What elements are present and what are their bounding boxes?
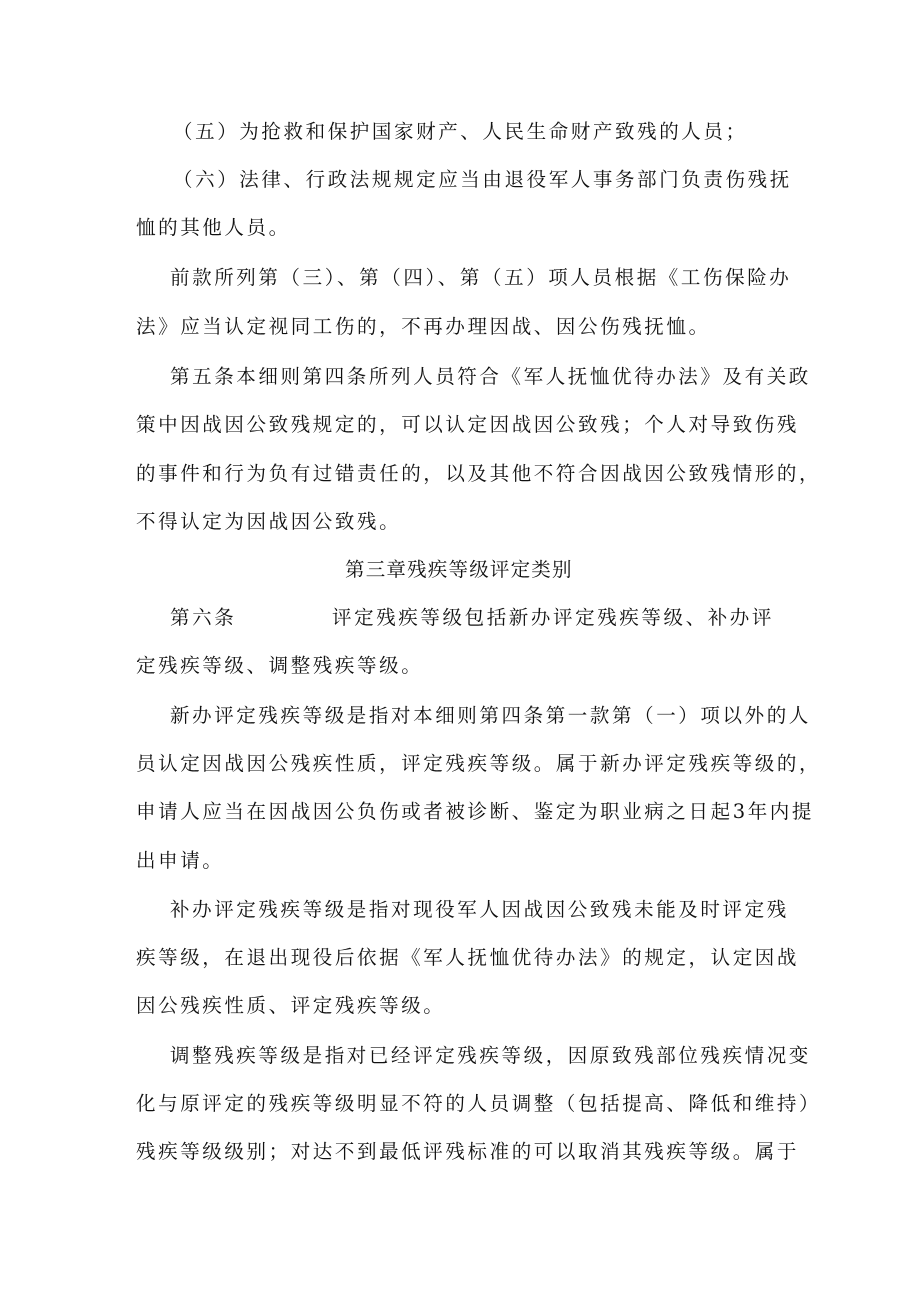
article-5-line-2: 策中因战因公致残规定的，可以认定因战因公致残；个人对导致伤残: [136, 413, 800, 436]
adjustment-line-3: 残疾等级级别；对达不到最低评残标准的可以取消其残疾等级。属于: [136, 1140, 800, 1163]
new-assessment-line-2: 员认定因战因公残疾性质，评定残疾等级。属于新办评定残疾等级的，: [136, 752, 822, 775]
item-5-line: （五）为抢救和保护国家财产、人民生命财产致残的人员；: [173, 120, 748, 143]
article-6-line-2: 定残疾等级、调整残疾等级。: [136, 654, 424, 677]
new-assessment-line-1: 新办评定残疾等级是指对本细则第四条第一款第（一）项以外的人: [170, 704, 811, 727]
new-assessment-line-3: 申请人应当在因战因公负伤或者被诊断、鉴定为职业病之日起3年内提: [136, 800, 815, 823]
article-6-line-1: [170, 606, 774, 630]
adjustment-line-1: 调整残疾等级是指对已经评定残疾等级，因原致残部位残疾情况变: [170, 1044, 811, 1067]
new-assessment-line-4: 出申请。: [136, 849, 225, 872]
article-6-text: 评定残疾等级包括新办评定残疾等级、补办评: [332, 606, 775, 629]
supplementary-assessment-line-1: 补办评定残疾等级是指对现役军人因战因公致残未能及时评定残: [170, 898, 789, 921]
paragraph-preceding-line-1: 前款所列第（三）、第（四）、第（五）项人员根据《工伤保险办: [170, 266, 792, 289]
chapter-3-heading: 第三章残疾等级评定类别: [345, 558, 573, 581]
article-6-label: 第六条: [170, 606, 237, 629]
article-5-line-1: 第五条本细则第四条所列人员符合《军人抚恤优待办法》及有关政: [170, 365, 811, 388]
supplementary-assessment-line-3: 因公残疾性质、评定残疾等级。: [136, 994, 446, 1017]
article-5-line-4: 不得认定为因战因公致残。: [136, 510, 402, 533]
adjustment-line-2: 化与原评定的残疾等级明显不符的人员调整（包括提高、降低和维持）: [136, 1092, 822, 1115]
item-6-line-2: 恤的其他人员。: [136, 216, 291, 239]
item-6-line-1: （六）法律、行政法规规定应当由退役军人事务部门负责伤残抚: [173, 168, 792, 191]
paragraph-preceding-line-2: 法》应当认定视同工伤的，不再办理因战、因公伤残抚恤。: [136, 315, 711, 338]
article-5-line-3: 的事件和行为负有过错责任的，以及其他不符合因战因公致残情形的，: [136, 462, 822, 485]
supplementary-assessment-line-2: 疾等级，在退出现役后依据《军人抚恤优待办法》的规定，认定因战: [136, 946, 800, 969]
